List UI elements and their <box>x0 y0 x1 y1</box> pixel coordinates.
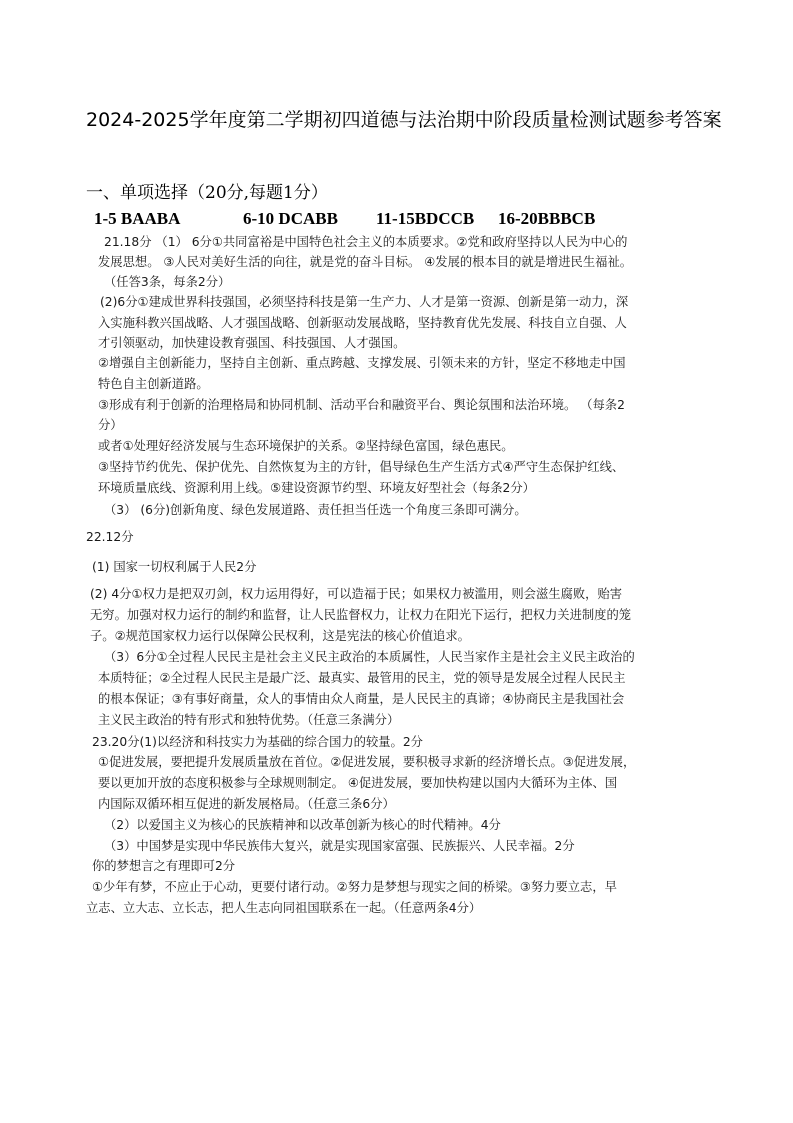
answer-line: ①促进发展，要把提升发展质量放在首位。②促进发展，要积极寻求新的经济增长点。③促进发展， <box>98 755 636 769</box>
answer-line: ③形成有利于创新的治理格局和协同机制、活动平台和融资平台、舆论氛围和法治环境。 （每条2 <box>98 398 625 412</box>
answer-line: 的根本保证；③有事好商量，众人的事情由众人商量，是人民民主的真谛；④协商民主是我国社会 <box>98 692 625 706</box>
answer-line: 要以更加开放的态度积极参与全球规则制定。 ④促进发展，要加快构建以国内大循环为主体、国 <box>98 776 618 790</box>
answer-line: （2）以爱国主义为核心的民族精神和以改革创新为核心的时代精神。4分 <box>104 818 501 832</box>
answer-line: （3）中国梦是实现中华民族伟大复兴，就是实现国家富强、民族振兴、人民幸福。2分 <box>104 839 575 853</box>
answer-line: 发展思想。 ③人民对美好生活的向往，就是党的奋斗目标。 ④发展的根本目的就是增进民生福祉。 <box>98 255 633 269</box>
answer-line: 22.12分 <box>86 530 134 544</box>
answer-line: (1) 国家一切权利属于人民2分 <box>92 560 257 574</box>
answer-line: （任答3条，每条2分） <box>104 275 231 289</box>
answer-line: ③坚持节约优先、保护优先、自然恢复为主的方针，倡导绿色生产生活方式④严守生态保护红线、 <box>98 460 625 474</box>
answer-line: 分） <box>98 418 123 432</box>
answer-line: 无穷。加强对权力运行的制约和监督，让人民监督权力，让权力在阳光下运行，把权力关进制度的笼 <box>90 608 632 622</box>
document-title: 2024-2025学年度第二学期初四道德与法治期中阶段质量检测试题参考答案 <box>86 109 722 131</box>
answer-line: 本质特征；②全过程人民民主是最广泛、最真实、最管用的民主，党的领导是发展全过程人民民主 <box>98 671 626 685</box>
answer-line: 内国际双循环相互促进的新发展格局。（任意三条6分） <box>98 797 395 811</box>
answer-line: 子。②规范国家权力运行以保障公民权利，这是宪法的核心价值追求。 <box>90 629 470 643</box>
answer-line: 立志、立大志、立长志，把人生志向同祖国联系在一起。（任意两条4分） <box>86 901 482 915</box>
answer-line: ①少年有梦，不应止于心动，更要付诸行动。②努力是梦想与现实之间的桥梁。③努力要立志，早 <box>92 880 617 894</box>
answer-line: ②增强自主创新能力，坚持自主创新、重点跨越、支撑发展、引领未来的方针，坚定不移地走中国 <box>98 356 626 370</box>
answer-line: (2) 4分①权力是把双刃剑，权力运用得好，可以造福于民；如果权力被滥用，则会滋生腐败，贻害 <box>90 587 623 601</box>
answer-line: (2)6分①建成世界科技强国，必须坚持科技是第一生产力、人才是第一资源、创新是第一动力，深 <box>100 295 629 309</box>
answer-group-1-5: 1-5 BAABA <box>94 209 181 228</box>
answer-line: 21.18分 （1） 6分①共同富裕是中国特色社会主义的本质要求。②党和政府坚持以人民为中心的 <box>104 235 628 249</box>
answer-line: 环境质量底线、资源利用上线。⑤建设资源节约型、环境友好型社会（每条2分） <box>98 481 535 495</box>
answer-group-11-15: 11-15BDCCB <box>376 209 475 228</box>
answer-line: （3） (6分)创新角度、绿色发展道路、责任担当任选一个角度三条即可满分。 <box>104 503 527 517</box>
answer-line: 你的梦想言之有理即可2分 <box>92 859 236 873</box>
answer-line: 特色自主创新道路。 <box>98 377 209 391</box>
answer-line: 主义民主政治的特有形式和独特优势。（任意三条满分） <box>98 713 400 727</box>
answer-group-6-10: 6-10 DCABB <box>243 209 338 228</box>
answer-line: 或者①处理好经济发展与生态环境保护的关系。②坚持绿色富国，绿色惠民。 <box>98 439 514 453</box>
answer-line: 才引领驱动，加快建设教育强国、科技强国、人才强国。 <box>98 336 406 350</box>
answer-line: 23.20分(1)以经济和科技实力为基础的综合国力的较量。2分 <box>92 735 423 749</box>
answer-line: （3）6分①全过程人民民主是社会主义民主政治的本质属性，人民当家作主是社会主义民主政治的 <box>104 650 635 664</box>
section-heading-single-choice: 一、单项选择（20分,每题1分） <box>86 183 328 203</box>
answer-line: 入实施科教兴国战略、人才强国战略、创新驱动发展战略，坚持教育优先发展、科技自立自强、人 <box>98 316 627 330</box>
answer-group-16-20: 16-20BBBCB <box>498 209 596 228</box>
